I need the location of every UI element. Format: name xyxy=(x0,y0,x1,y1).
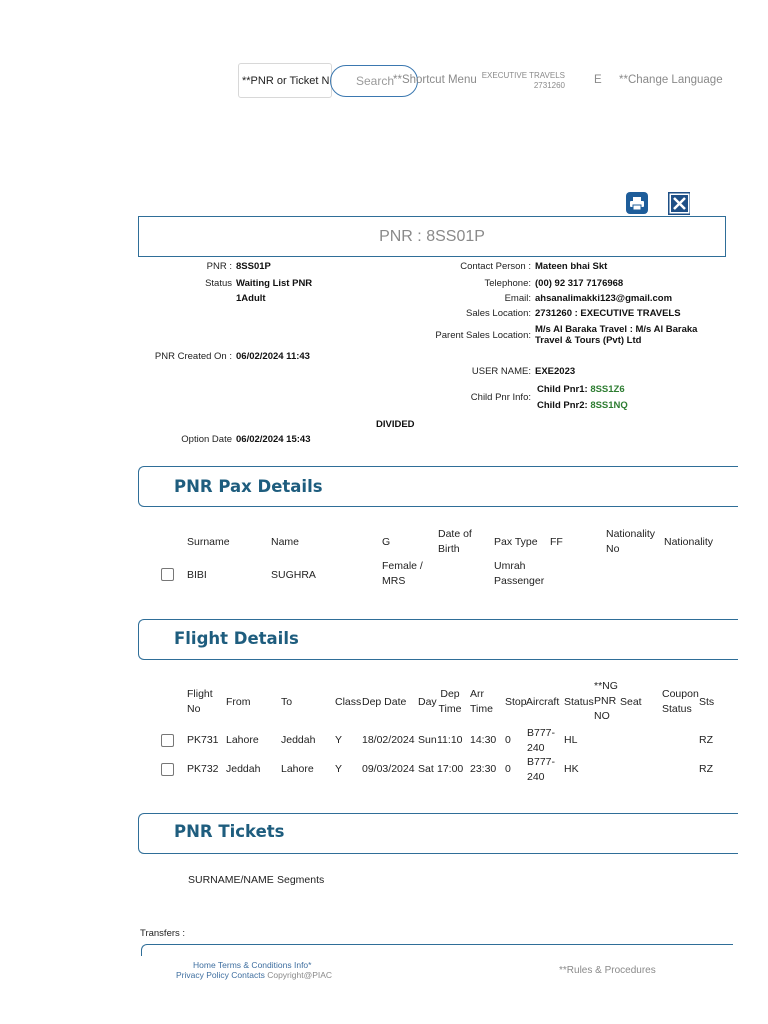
flight-date: 18/02/2024 xyxy=(362,734,415,746)
username-value: EXE2023 xyxy=(535,366,576,377)
child-pnr-1-label: Child Pnr1: xyxy=(537,384,588,395)
created-label: PNR Created On : xyxy=(154,351,232,362)
col-arr-time: Arr Time xyxy=(470,688,493,715)
flight-stop: 0 xyxy=(505,734,511,746)
status-label: Status xyxy=(205,278,232,289)
child-pnr-1 xyxy=(537,384,625,395)
child-pnr-2-link[interactable]: 8SS1NQ xyxy=(590,400,628,411)
pax-gender: Female / MRS xyxy=(382,560,423,587)
contact-value: Mateen bhai Skt xyxy=(535,261,608,272)
divided-label: DIVIDED xyxy=(376,419,415,430)
search-input[interactable]: Search xyxy=(330,65,418,97)
flight-class: Y xyxy=(335,734,343,746)
e-link[interactable]: E xyxy=(594,74,602,86)
flight-sts: RZ xyxy=(699,734,713,746)
telephone-label: Telephone: xyxy=(484,278,531,289)
footer-home-link[interactable]: Home xyxy=(193,960,216,970)
sales-location-value: 2731260 : EXECUTIVE TRAVELS xyxy=(535,308,681,319)
col-sts: Sts xyxy=(699,696,715,708)
col-dep-time: Dep Time xyxy=(438,688,462,715)
footer-links-row1 xyxy=(193,960,311,970)
flight-to: Lahore xyxy=(281,763,314,775)
col-class: Class xyxy=(335,696,362,708)
option-date-value: 06/02/2024 15:43 xyxy=(236,434,311,445)
flight-dep-time: 17:00 xyxy=(437,763,464,775)
flight-stop: 0 xyxy=(505,763,511,775)
pnr-value: 8SS01P xyxy=(236,261,271,272)
col-aircraft: Aircraft xyxy=(526,696,560,708)
pax-row-checkbox[interactable] xyxy=(161,568,174,581)
child-pnr-2 xyxy=(537,400,628,411)
flight-status: HK xyxy=(564,763,579,775)
pax-details-title: PNR Pax Details xyxy=(174,477,323,496)
col-dob: Date of Birth xyxy=(438,528,472,555)
col-to: To xyxy=(281,696,293,708)
col-from: From xyxy=(226,696,251,708)
flight-date: 09/03/2024 xyxy=(362,763,415,775)
close-icon xyxy=(668,192,690,215)
email-value: ahsanalimakki123@gmail.com xyxy=(535,293,673,304)
flight-to: Jeddah xyxy=(281,734,316,746)
col-name: Name xyxy=(271,536,300,548)
flight-arr-time: 23:30 xyxy=(470,763,497,775)
transfers-label: Transfers : xyxy=(140,928,186,939)
footer-copyright: Copyright@PIAC xyxy=(267,970,333,980)
footer-contacts-link[interactable]: Contacts xyxy=(231,970,265,980)
col-nationality: Nationality xyxy=(664,536,714,548)
pax-surname: BIBI xyxy=(187,569,207,581)
flight-status: HL xyxy=(564,734,578,746)
print-button[interactable] xyxy=(626,192,648,214)
footer-links-row2 xyxy=(176,970,332,980)
col-surname: Surname xyxy=(187,536,230,548)
flight-row-checkbox[interactable] xyxy=(161,763,174,776)
child-pnr-label: Child Pnr Info: xyxy=(470,392,531,403)
child-pnr-1-link[interactable]: 8SS1Z6 xyxy=(590,384,625,395)
agency-code: 2731260 xyxy=(533,81,565,90)
flight-class: Y xyxy=(335,763,343,775)
flight-row-checkbox[interactable] xyxy=(161,734,174,747)
flight-aircraft: B777-240 xyxy=(527,756,556,783)
col-day: Day xyxy=(418,696,437,708)
flight-day: Sun xyxy=(418,734,437,746)
col-ng-pnr-no: **NG PNR NO xyxy=(594,680,618,722)
change-language-link[interactable]: **Change Language xyxy=(619,74,723,86)
status-value: Waiting List PNR xyxy=(236,278,313,289)
adult-count: 1Adult xyxy=(236,293,266,304)
flight-aircraft: B777-240 xyxy=(527,727,556,754)
col-pax-type: Pax Type xyxy=(494,536,538,548)
pax-name: SUGHRA xyxy=(271,569,316,581)
pnr-label: PNR : xyxy=(206,261,232,272)
email-label: Email: xyxy=(504,293,531,304)
telephone-value: (00) 92 317 7176968 xyxy=(535,278,624,289)
col-nationality-no: Nationality No xyxy=(606,528,656,555)
footer-info-link[interactable]: Info* xyxy=(293,960,312,970)
agency-name: EXECUTIVE TRAVELS xyxy=(481,71,565,80)
pnr-ticket-input[interactable]: **PNR or Ticket N xyxy=(238,63,332,98)
flight-from: Jeddah xyxy=(226,763,261,775)
flight-day: Sat xyxy=(418,763,434,775)
shortcut-menu-link[interactable]: **Shortcut Menu xyxy=(393,74,477,86)
rules-procedures-link[interactable]: **Rules & Procedures xyxy=(559,965,656,976)
flight-details-title: Flight Details xyxy=(174,629,299,648)
flight-dep-time: 11:10 xyxy=(437,734,463,746)
printer-icon xyxy=(626,192,648,214)
created-value: 06/02/2024 11:43 xyxy=(236,351,310,362)
col-dep-date: Dep Date xyxy=(362,696,407,708)
col-surname-name: SURNAME/NAME xyxy=(188,874,274,886)
pax-type: Umrah Passenger xyxy=(494,560,545,587)
pnr-tickets-title: PNR Tickets xyxy=(174,822,285,841)
col-gender: G xyxy=(382,536,391,548)
col-segments: Segments xyxy=(277,874,325,886)
col-flight-no: Flight No xyxy=(187,688,213,715)
transfers-section xyxy=(141,944,733,956)
parent-sales-value: M/s Al Baraka Travel : M/s Al Baraka Travel & Tours (Pvt) Ltd xyxy=(535,324,698,346)
sales-location-label: Sales Location: xyxy=(466,308,531,319)
flight-arr-time: 14:30 xyxy=(470,734,497,746)
col-seat: Seat xyxy=(620,696,642,708)
flight-number: PK731 xyxy=(187,734,219,746)
col-ff: FF xyxy=(550,536,563,548)
footer-terms-link[interactable]: Terms & Conditions xyxy=(217,960,292,970)
agency-info xyxy=(470,71,565,91)
flight-sts: RZ xyxy=(699,763,713,775)
close-button[interactable] xyxy=(668,192,690,214)
option-date-label: Option Date xyxy=(181,434,232,445)
contact-label: Contact Person : xyxy=(460,261,531,272)
footer-privacy-link[interactable]: Privacy Policy xyxy=(176,970,229,980)
child-pnr-2-label: Child Pnr2: xyxy=(537,400,588,411)
username-label: USER NAME: xyxy=(471,366,531,377)
parent-sales-label: Parent Sales Location: xyxy=(435,330,531,341)
flight-from: Lahore xyxy=(226,734,259,746)
col-status: Status xyxy=(564,696,594,708)
col-coupon-status: Coupon Status xyxy=(662,688,699,715)
col-stop: Stop xyxy=(505,696,527,708)
pnr-title: PNR : 8SS01P xyxy=(138,216,726,257)
flight-number: PK732 xyxy=(187,763,219,775)
